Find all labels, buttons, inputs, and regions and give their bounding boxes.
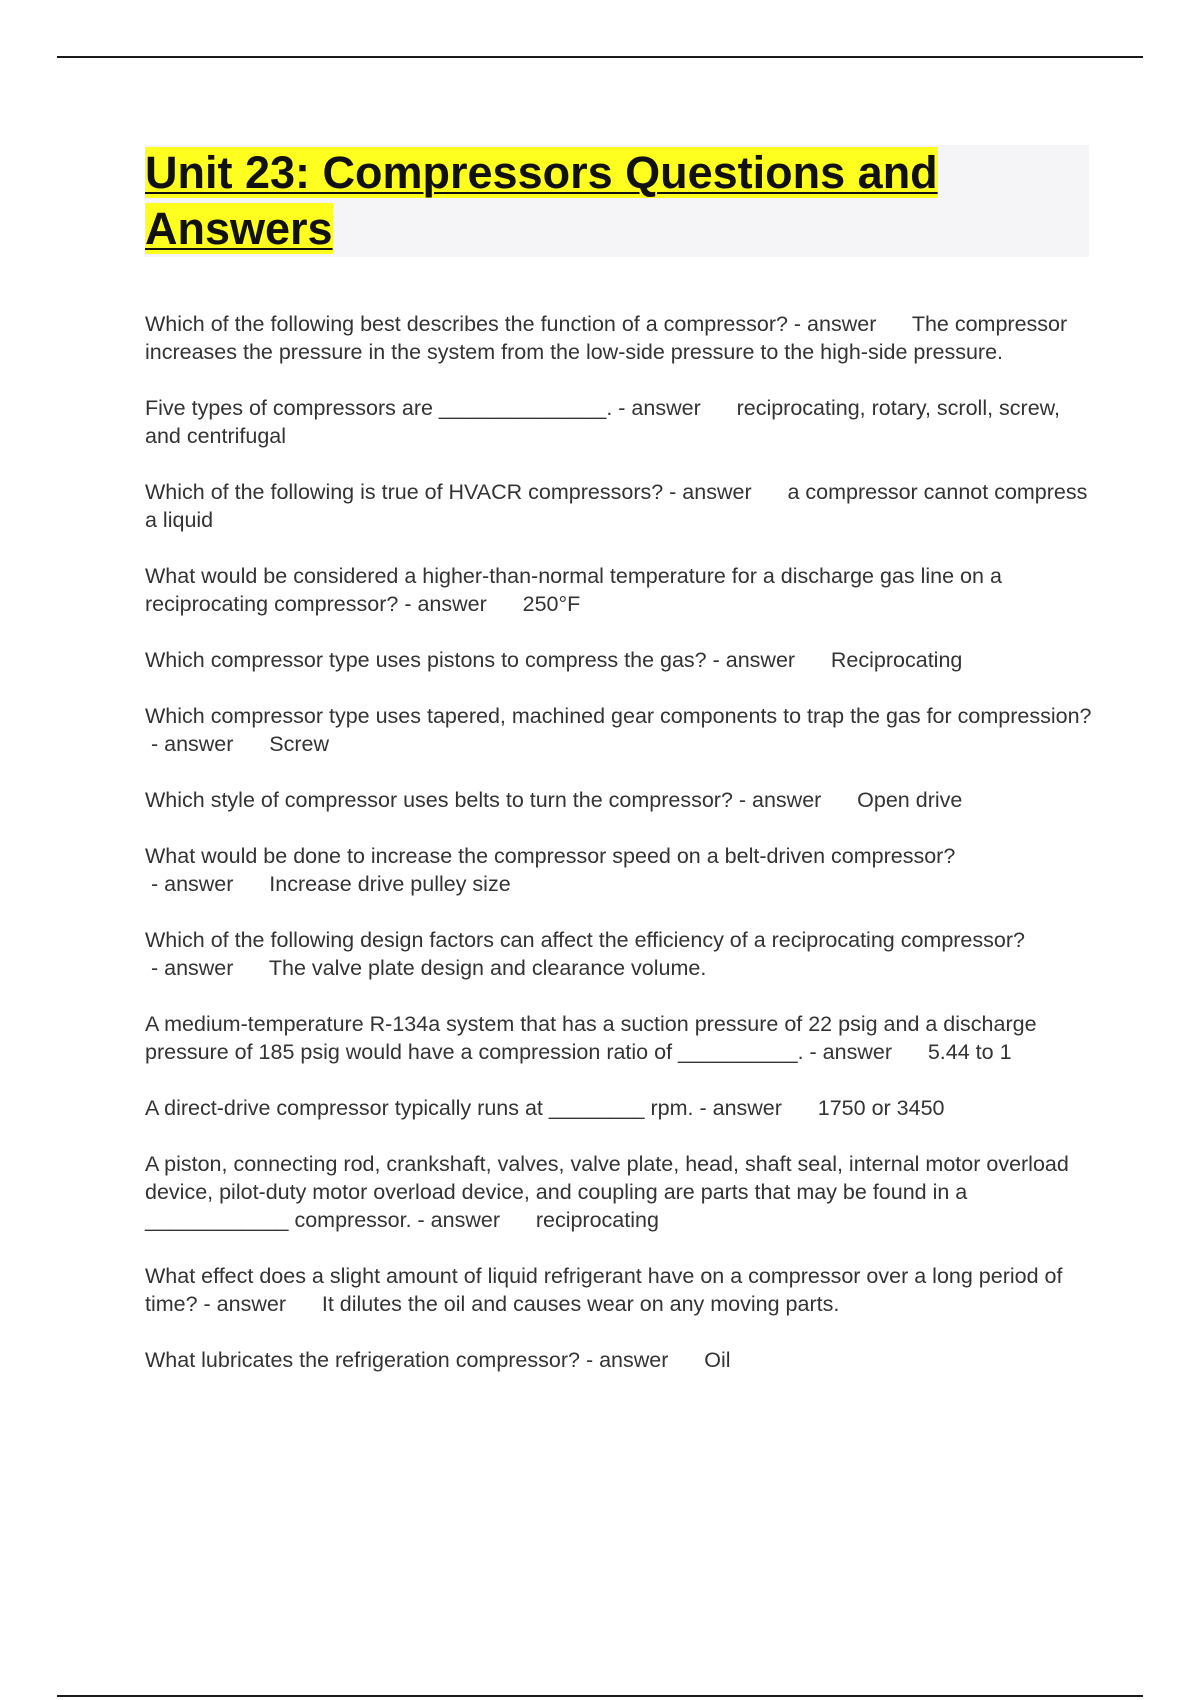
answer-text: The compressor increases the pressure in the system from the low-side pressure to the high-side pressure. bbox=[145, 312, 1068, 364]
page-title bbox=[145, 145, 1089, 257]
question-text: Which of the following best describes the function of a compressor? bbox=[145, 312, 788, 336]
answer-text: reciprocating bbox=[535, 1208, 659, 1232]
qa-item bbox=[145, 1346, 1095, 1374]
question-text: Which of the following is true of HVACR compressors? bbox=[145, 480, 664, 504]
qa-item bbox=[145, 1150, 1095, 1234]
top-rule bbox=[57, 56, 1143, 58]
question-text: What effect does a slight amount of liquid refrigerant have on a compressor over a long period of time? bbox=[145, 1264, 1063, 1316]
answer-text: 1750 or 3450 bbox=[817, 1096, 945, 1120]
answer-separator: - answer bbox=[398, 592, 523, 616]
qa-item bbox=[145, 702, 1095, 758]
question-text: Which style of compressor uses belts to turn the compressor? bbox=[145, 788, 733, 812]
qa-item bbox=[145, 310, 1095, 366]
question-text: Which compressor type uses tapered, machined gear components to trap the gas for compression? bbox=[145, 704, 1092, 728]
title-block bbox=[145, 145, 1089, 257]
answer-text: Reciprocating bbox=[830, 648, 963, 672]
qa-item bbox=[145, 842, 1095, 898]
question-text: What lubricates the refrigeration compressor? bbox=[145, 1348, 580, 1372]
answer-separator: - answer bbox=[145, 956, 269, 980]
qa-item bbox=[145, 394, 1095, 450]
answer-separator: - answer bbox=[145, 732, 270, 756]
qa-item bbox=[145, 926, 1095, 982]
answer-separator: - answer bbox=[663, 480, 788, 504]
answer-separator: - answer bbox=[579, 1348, 705, 1372]
qa-list bbox=[145, 310, 1095, 1402]
answer-text: It dilutes the oil and causes wear on any moving parts. bbox=[321, 1292, 840, 1316]
qa-item bbox=[145, 1094, 1095, 1122]
answer-text: a compressor cannot compress a liquid bbox=[145, 480, 1088, 532]
answer-text: Screw bbox=[269, 732, 329, 756]
answer-text: Open drive bbox=[857, 788, 963, 812]
qa-item bbox=[145, 646, 1095, 674]
answer-text: Increase drive pulley size bbox=[269, 872, 511, 896]
answer-separator: - answer bbox=[145, 872, 270, 896]
answer-text: Oil bbox=[704, 1348, 731, 1372]
question-text: A direct-drive compressor typically runs at ________ rpm. bbox=[145, 1096, 694, 1120]
answer-separator: - answer bbox=[706, 648, 831, 672]
answer-separator: - answer bbox=[411, 1208, 536, 1232]
answer-separator: - answer bbox=[787, 312, 912, 336]
answer-separator: - answer bbox=[197, 1292, 322, 1316]
answer-separator: - answer bbox=[693, 1096, 818, 1120]
answer-text: 5.44 to 1 bbox=[927, 1040, 1012, 1064]
question-text: What would be done to increase the compressor speed on a belt-driven compressor? bbox=[145, 844, 956, 868]
qa-item bbox=[145, 562, 1095, 618]
bottom-rule bbox=[57, 1695, 1143, 1697]
qa-item bbox=[145, 1010, 1095, 1066]
answer-text: reciprocating, rotary, scroll, screw, and centrifugal bbox=[145, 396, 1060, 448]
qa-item bbox=[145, 478, 1095, 534]
question-text: Which of the following design factors can affect the efficiency of a reciprocating compressor? bbox=[145, 928, 1025, 952]
qa-item bbox=[145, 786, 1095, 814]
question-text: Which compressor type uses pistons to compress the gas? bbox=[145, 648, 707, 672]
question-text: A medium-temperature R-134a system that has a suction pressure of 22 psig and a discharge pressure of 185 psig would have a compression ratio of __________. bbox=[145, 1012, 1037, 1064]
qa-item bbox=[145, 1262, 1095, 1318]
question-text: Five types of compressors are ______________. bbox=[145, 396, 613, 420]
question-text: A piston, connecting rod, crankshaft, valves, valve plate, head, shaft seal, internal motor overload device, pilot-duty motor overload device, and coupling are parts that may be found in a ____________ compressor. bbox=[145, 1152, 1069, 1232]
answer-separator: - answer bbox=[732, 788, 858, 812]
answer-text: The valve plate design and clearance volume. bbox=[268, 956, 707, 980]
answer-separator: - answer bbox=[803, 1040, 928, 1064]
question-text: What would be considered a higher-than-normal temperature for a discharge gas line on a reciprocating compressor? bbox=[145, 564, 1002, 616]
answer-text: 250°F bbox=[522, 592, 581, 616]
answer-separator: - answer bbox=[612, 396, 737, 420]
page-title-text: Unit 23: Compressors Questions and Answers bbox=[145, 147, 938, 254]
